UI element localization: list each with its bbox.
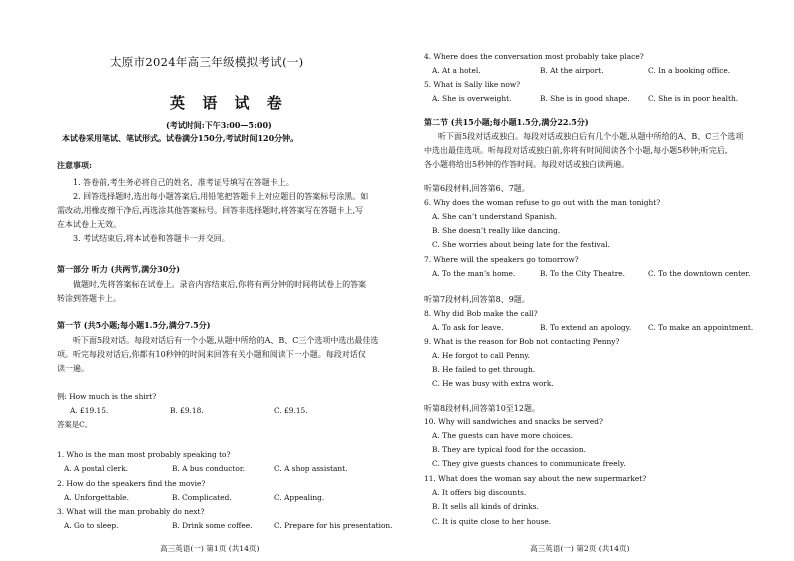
note-line: 在本试卷上无效。 xyxy=(57,220,121,229)
part-desc-line: 做题时,先将答案标在试卷上。录音内容结束后,你将有两分钟的时间将试卷上的答案 xyxy=(73,280,367,289)
option: A. She can’t understand Spanish. xyxy=(432,212,557,221)
question: 1. Who is the man most probably speaking to? xyxy=(57,450,231,459)
exam-time: (考试时间:下午3:00—5:00) xyxy=(166,120,272,130)
option: C. Appealing. xyxy=(274,493,325,502)
option: B. To the City Theatre. xyxy=(540,269,625,278)
option: A. It offers big discounts. xyxy=(432,488,527,497)
option: A. He forgot to call Penny. xyxy=(432,351,530,360)
note-line: 2. 回答选择题时,选出每小题答案后,用铅笔把答题卡上对应题目的答案标号涂黑。如 xyxy=(73,192,369,201)
question: 3. What will the man probably do next? xyxy=(57,507,205,516)
option: A. To the man’s home. xyxy=(432,269,516,278)
page-footer: 高三英语(一) 第1页 (共14页) xyxy=(160,544,260,553)
question: 7. Where will the speakers go tomorrow? xyxy=(424,255,579,264)
section-heading: 第一节 (共5小题;每小题1.5分,满分7.5分) xyxy=(57,320,211,330)
option: B. To extend an apology. xyxy=(540,323,632,332)
option: A. At a hotel. xyxy=(432,66,481,75)
option: A. To ask for leave. xyxy=(432,323,504,332)
page-2 xyxy=(410,0,794,561)
option: A. She is overweight. xyxy=(432,94,512,103)
exam-title: 太原市2024年高三年级模拟考试(一) xyxy=(110,55,304,69)
example-option: A. £19.15. xyxy=(70,406,109,415)
option: B. He failed to get through. xyxy=(432,365,536,374)
section-desc-line: 读一遍。 xyxy=(57,364,89,373)
option: B. It sells all kinds of drinks. xyxy=(432,502,539,511)
section-desc-line: 听下面5段对话。每段对话后有一个小题,从题中所给的A、B、C三个选项中选出最佳选 xyxy=(73,336,379,345)
option: B. Drink some coffee. xyxy=(172,521,253,530)
exam-intro: 本试卷采用笔试、笔试形式。试卷满分150分,考试时间120分钟。 xyxy=(62,133,299,143)
option: A. A postal clerk. xyxy=(64,464,129,473)
question: 8. Why did Bob make the call? xyxy=(424,309,538,318)
option: C. She worries about being late for the festival. xyxy=(432,240,610,249)
option: B. A bus conductor. xyxy=(172,464,245,473)
subject-title: 英 语 试 卷 xyxy=(170,94,288,112)
option: C. Prepare for his presentation. xyxy=(274,521,393,530)
option: C. To the downtown center. xyxy=(648,269,751,278)
section-desc-line: 听下面5段对话或独白。每段对话或独白后有几个小题,从题中所给的A、B、C三个选项 xyxy=(438,132,744,141)
option: B. She doesn’t really like dancing. xyxy=(432,226,561,235)
option: A. Go to sleep. xyxy=(64,521,119,530)
part-desc-line: 转涂到答题卡上。 xyxy=(57,294,121,303)
material-heading: 听第7段材料,回答第8、9题。 xyxy=(424,295,530,304)
option: C. It is quite close to her house. xyxy=(432,517,552,526)
example-option: B. £9.18. xyxy=(170,406,204,415)
section-desc-line: 各小题将给出5秒钟的作答时间。每段对话或独白读两遍。 xyxy=(424,160,630,169)
question: 6. Why does the woman refuse to go out with the man tonight? xyxy=(424,198,661,207)
option: B. She is in good shape. xyxy=(540,94,630,103)
option: C. She is in poor health. xyxy=(648,94,739,103)
material-heading: 听第6段材料,回答第6、7题。 xyxy=(424,184,530,193)
option: A. The guests can have more choices. xyxy=(432,431,574,440)
example-question: 例: How much is the shirt? xyxy=(57,392,157,401)
option: B. At the airport. xyxy=(540,66,604,75)
note-line: 3. 考试结束后,将本试卷和答题卡一并交回。 xyxy=(73,234,230,243)
section-desc-line: 中选出最佳选项。听每段对话或独白前,你将有时间阅读各个小题,每小题5秒钟;听完后, xyxy=(424,146,728,155)
page-footer: 高三英语(一) 第2页 (共14页) xyxy=(530,544,630,553)
question: 10. Why will sandwiches and snacks be served? xyxy=(424,417,603,426)
option: C. He was busy with extra work. xyxy=(432,379,554,388)
part-heading: 第一部分 听力 (共两节,满分30分) xyxy=(57,264,181,274)
note-line: 需改动,用橡皮擦干净后,再选涂其他答案标号。回答非选择题时,将答案写在答题卡上,写 xyxy=(57,206,364,215)
question: 11. What does the woman say about the new supermarket? xyxy=(424,474,647,483)
example-option: C. £9.15. xyxy=(274,406,308,415)
section-heading: 第二节 (共15小题;每小题1.5分,满分22.5分) xyxy=(424,117,589,127)
option: B. They are typical food for the occasion. xyxy=(432,445,586,454)
option: B. Complicated. xyxy=(172,493,232,502)
option: C. They give guests chances to communicate freely. xyxy=(432,459,626,468)
option: C. A shop assistant. xyxy=(274,464,348,473)
question: 4. Where does the conversation most probably take place? xyxy=(424,52,644,61)
option: A. Unforgettable. xyxy=(64,493,130,502)
notes-heading: 注意事项: xyxy=(57,160,92,170)
material-heading: 听第8段材料,回答第10至12题。 xyxy=(424,404,540,413)
question: 5. What is Sally like now? xyxy=(424,80,521,89)
question: 2. How do the speakers find the movie? xyxy=(57,479,206,488)
option: C. In a booking office. xyxy=(648,66,731,75)
note-line: 1. 答卷前,考生务必将自己的姓名、准考证号填写在答题卡上。 xyxy=(73,178,294,187)
question: 9. What is the reason for Bob not contacting Penny? xyxy=(424,337,620,346)
option: C. To make an appointment. xyxy=(648,323,754,332)
section-desc-line: 项。听完每段对话后,你都有10秒钟的时间来回答有关小题和阅读下一小题。每段对话仅 xyxy=(57,350,366,359)
example-answer: 答案是C。 xyxy=(57,420,93,429)
